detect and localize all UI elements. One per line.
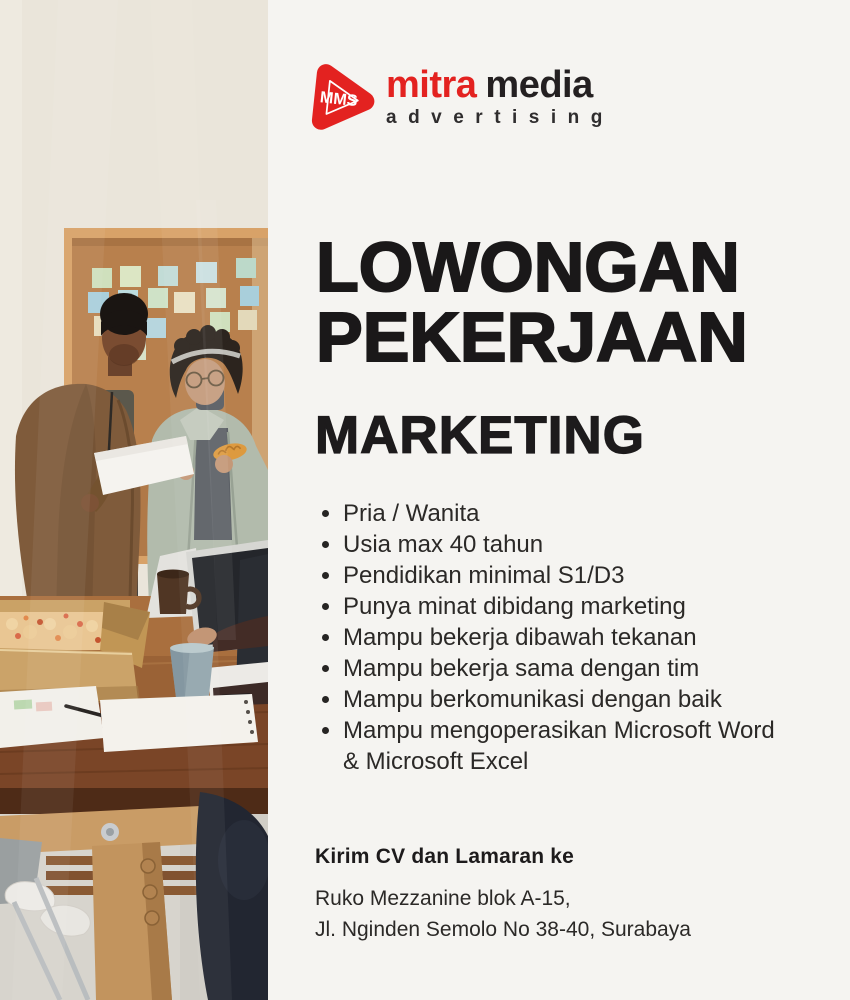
role-title: MARKETING bbox=[315, 406, 645, 465]
bullet-icon bbox=[322, 696, 329, 703]
requirement-text: Mampu mengoperasikan Microsoft Word & Microsoft Excel bbox=[343, 717, 775, 775]
bullet-icon bbox=[322, 510, 329, 517]
content-pane bbox=[268, 0, 850, 1000]
requirement-text: Usia max 40 tahun bbox=[343, 531, 544, 558]
requirement-item bbox=[322, 622, 792, 653]
contact-address-line1: Ruko Mezzanine blok A-15, bbox=[315, 887, 571, 910]
brand-tagline: advertising bbox=[386, 107, 614, 128]
contact-heading: Kirim CV dan Lamaran ke bbox=[315, 845, 575, 868]
bullet-icon bbox=[322, 603, 329, 610]
bullet-icon bbox=[322, 665, 329, 672]
requirement-item bbox=[322, 560, 792, 591]
headline-line1: LOWONGAN bbox=[316, 228, 740, 306]
requirement-text: Punya minat dibidang marketing bbox=[343, 593, 686, 620]
brand-word-media: media bbox=[485, 64, 593, 106]
logo-mark-text: MMS bbox=[319, 88, 359, 111]
bullet-icon bbox=[322, 541, 329, 548]
office-photo-illustration bbox=[0, 0, 268, 1000]
contact-block bbox=[315, 845, 691, 945]
requirement-item bbox=[322, 498, 792, 529]
requirement-item bbox=[322, 653, 792, 684]
logo-wordmark bbox=[386, 58, 614, 129]
requirement-text: Pendidikan minimal S1/D3 bbox=[343, 562, 625, 589]
brand-name bbox=[386, 66, 614, 104]
requirement-item bbox=[322, 529, 792, 560]
office-photo bbox=[0, 0, 268, 1000]
requirement-text: Mampu bekerja sama dengan tim bbox=[343, 655, 700, 682]
requirements-list bbox=[322, 498, 792, 777]
requirement-item bbox=[322, 591, 792, 622]
contact-address-line2: Jl. Nginden Semolo No 38-40, Surabaya bbox=[315, 918, 691, 941]
bullet-icon bbox=[322, 727, 329, 734]
requirement-item bbox=[322, 715, 792, 777]
headline-line2: PEKERJAAN bbox=[316, 298, 748, 376]
brand-word-mitra: mitra bbox=[386, 64, 477, 106]
requirement-text: Mampu bekerja dibawah tekanan bbox=[343, 624, 697, 651]
requirement-text: Mampu berkomunikasi dengan baik bbox=[343, 686, 722, 713]
bullet-icon bbox=[322, 634, 329, 641]
poster-headline bbox=[316, 228, 748, 376]
requirement-text: Pria / Wanita bbox=[343, 500, 480, 527]
bullet-icon bbox=[322, 572, 329, 579]
mms-logo-icon bbox=[308, 58, 378, 140]
requirement-item bbox=[322, 684, 792, 715]
brand-logo bbox=[308, 58, 614, 140]
